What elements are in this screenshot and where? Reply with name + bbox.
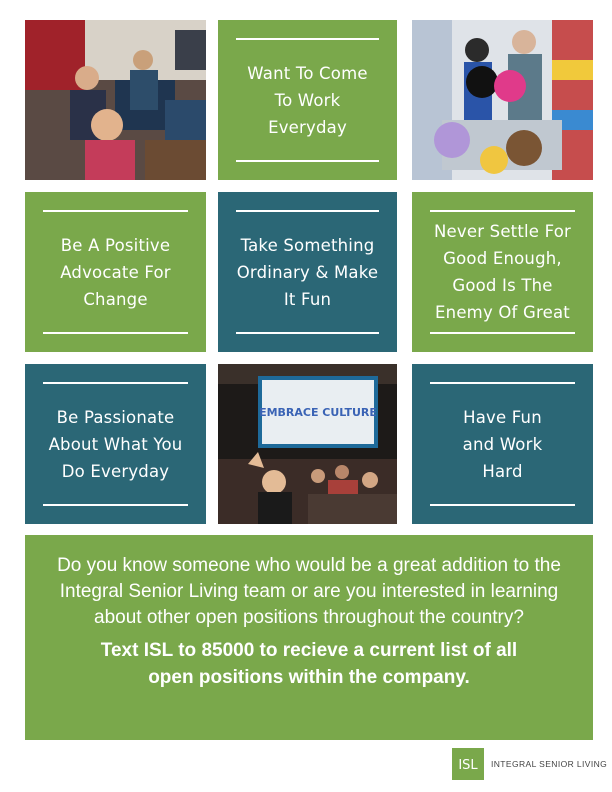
tile-rule-top: [430, 210, 575, 212]
tile-have-fun: [412, 364, 593, 524]
cta-action: Text ISL to 85000 to recieve a current list of all open positions within the company.: [100, 640, 518, 688]
tile-rule-top: [43, 210, 188, 212]
tile-rule-top: [236, 38, 379, 40]
tile-want-to-come: [218, 20, 397, 180]
tile-rule-top: [43, 382, 188, 384]
painting-class-photo: [25, 20, 206, 180]
embrace-culture-photo: [218, 364, 397, 524]
isl-logo: [452, 748, 484, 780]
cta-question: Do you know someone who would be a great addition to the Integral Senior Living team or are you interested in learning about other open positions throughout the country?: [57, 555, 561, 628]
tile-text: Have Fun and Work Hard: [462, 407, 543, 481]
tile-text: Be Passionate About What You Do Everyday: [48, 407, 183, 481]
tile-rule-bottom: [236, 332, 379, 334]
tile-rule-bottom: [43, 504, 188, 506]
tile-take-something: [218, 192, 397, 352]
tile-text: Take Something Ordinary & Make It Fun: [236, 235, 379, 309]
tile-rule-bottom: [43, 332, 188, 334]
call-to-action-panel: [25, 535, 593, 740]
tile-text: Never Settle For Good Enough, Good Is The Enemy Of Great: [434, 222, 571, 322]
screen-title: EMBRACE CULTURE: [259, 406, 377, 419]
toy-store-photo: [412, 20, 593, 180]
tile-rule-top: [236, 210, 379, 212]
company-name: INTEGRAL SENIOR LIVING: [491, 759, 608, 769]
logo-text: ISL: [458, 758, 478, 773]
tile-text: Be A Positive Advocate For Change: [60, 235, 171, 309]
tile-rule-top: [430, 382, 575, 384]
tile-text: Want To Come To Work Everyday: [247, 63, 368, 137]
tile-rule-bottom: [430, 332, 575, 334]
tile-rule-bottom: [236, 160, 379, 162]
tile-never-settle: [412, 192, 593, 352]
tile-positive-advocate: [25, 192, 206, 352]
tile-rule-bottom: [430, 504, 575, 506]
tile-be-passionate: [25, 364, 206, 524]
